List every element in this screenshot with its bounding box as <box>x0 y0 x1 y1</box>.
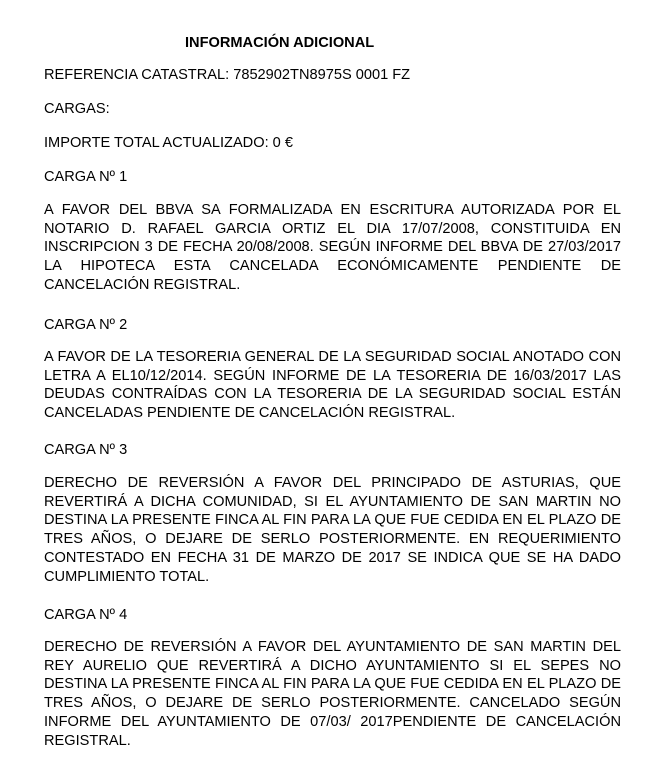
referencia-catastral: REFERENCIA CATASTRAL: 7852902TN8975S 0001 FZ <box>44 67 411 83</box>
carga-3-heading: CARGA Nº 3 <box>44 442 128 458</box>
document-title: INFORMACIÓN ADICIONAL <box>185 35 375 51</box>
carga-1-text: A FAVOR DEL BBVA SA FORMALIZADA EN ESCRITURA AUTORIZADA POR EL NOTARIO D. RAFAEL GARCIA ORTIZ EL DIA 17/07/2008, CONSTITUIDA EN INSCRIPCION 3 DE FECHA 20/08/2008. SEGÚN INFORME DEL BBVA DE 27/03/2017 LA HIPOTECA ESTA CANCELADA ECONÓMICAMENTE PENDIENTE DE CANCELACIÓN REGISTRAL. <box>44 202 621 293</box>
carga-4-heading: CARGA Nº 4 <box>44 607 128 623</box>
carga-3-text: DERECHO DE REVERSIÓN A FAVOR DEL PRINCIPADO DE ASTURIAS, QUE REVERTIRÁ A DICHA COMUNIDAD, SI EL AYUNTAMIENTO DE SAN MARTIN NO DESTINA LA PRESENTE FINCA AL FIN PARA LA QUE FUE CEDIDA EN EL PLAZO DE TRES AÑOS, O DEJARE DE SERLO POSTERIORMENTE. EN REQUERIMIENTO CONTESTADO EN FECHA 31 DE MARZO DE 2017 SE INDICA QUE SE HA DADO CUMPLIMIENTO TOTAL. <box>44 475 621 585</box>
carga-2-heading: CARGA Nº 2 <box>44 317 128 333</box>
carga-2-text: A FAVOR DE LA TESORERIA GENERAL DE LA SEGURIDAD SOCIAL ANOTADO CON LETRA A EL10/12/2014. SEGÚN INFORME DE LA TESORERIA DE 16/03/2017 LAS DEUDAS CONTRAÍDAS CON LA TESORERIA DE LA SEGURIDAD SOCIAL ESTÁN CANCELADAS PENDIENTE DE CANCELACIÓN REGISTRAL. <box>44 349 621 422</box>
carga-1-heading: CARGA Nº 1 <box>44 169 128 185</box>
importe-total: IMPORTE TOTAL ACTUALIZADO: 0 € <box>44 135 293 151</box>
carga-4-text: DERECHO DE REVERSIÓN A FAVOR DEL AYUNTAMIENTO DE SAN MARTIN DEL REY AURELIO QUE REVERTIRÁ A DICHO AYUNTAMIENTO SI EL SEPES NO DESTINA LA PRESENTE FINCA AL FIN PARA LA QUE FUE CEDIDA EN EL PLAZO DE TRES AÑOS, O DEJARE DE SERLO POSTERIORMENTE. CANCELADO SEGÚN INFORME DEL AYUNTAMIENTO DE 07/03/ 2017PENDIENTE DE CANCELACIÓN REGISTRAL. <box>44 639 621 749</box>
cargas-label: CARGAS: <box>44 101 110 117</box>
